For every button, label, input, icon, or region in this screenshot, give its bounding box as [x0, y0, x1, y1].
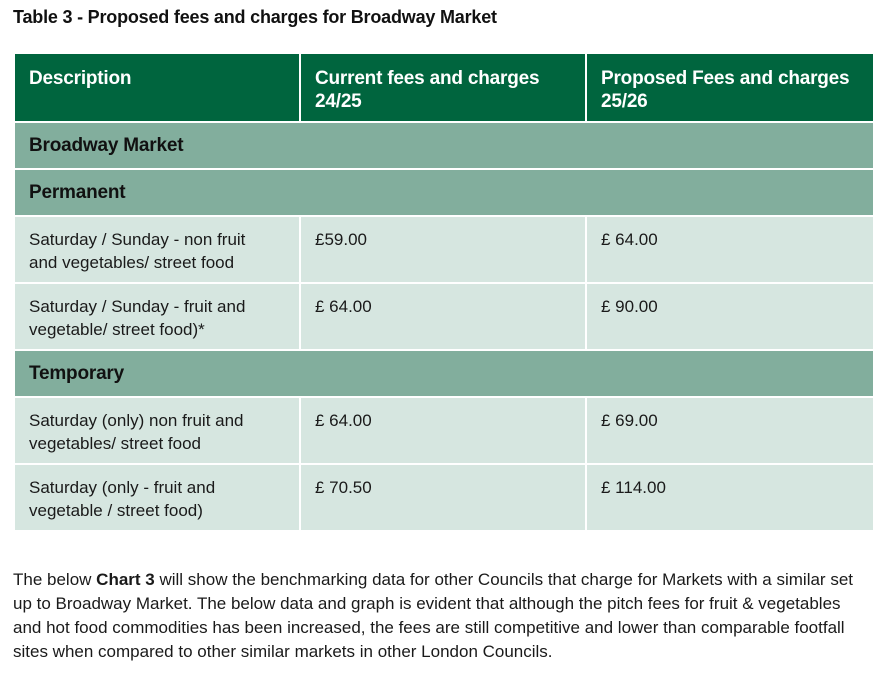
paragraph-text-before: The below [13, 570, 97, 589]
row-current-fee: £ 64.00 [300, 397, 586, 464]
row-description-line1: Saturday (only) non fruit and [29, 411, 244, 430]
paragraph-text-after: will show the benchmarking data for other Councils that charge for Markets with a similar set up to Broadway Market. The below data and graph is evident that although the pitch fees for fruit & vegetables and hot food commodities has been increased, the fees are still competitive and lower than comparable footfall sites when compared to other similar markets in other London Councils. [13, 570, 853, 661]
section-label: Broadway Market [14, 122, 874, 169]
fees-table [13, 52, 875, 532]
row-description-line2: vegetable/ street food)* [29, 320, 205, 339]
body-paragraph [13, 568, 873, 664]
row-description-line1: Saturday (only - fruit and [29, 478, 216, 497]
row-description-line2: vegetable / street food) [29, 501, 203, 520]
header-current-line1: Current fees and charges [315, 68, 540, 89]
row-description-line1: Saturday / Sunday - non fruit [29, 230, 246, 249]
table-row [14, 464, 874, 531]
row-proposed-fee: £ 90.00 [586, 283, 874, 350]
row-proposed-fee: £ 114.00 [586, 464, 874, 531]
header-current-fees [300, 53, 586, 122]
chart-reference: Chart 3 [96, 570, 155, 589]
row-current-fee: £ 70.50 [300, 464, 586, 531]
row-current-fee: £ 64.00 [300, 283, 586, 350]
row-description-line1: Saturday / Sunday - fruit and [29, 297, 246, 316]
row-description-line2: vegetables/ street food [29, 434, 202, 453]
section-row-permanent [14, 169, 874, 216]
header-proposed-fees [586, 53, 874, 122]
section-row-broadway-market [14, 122, 874, 169]
header-proposed-line1: Proposed Fees and charges [601, 68, 850, 89]
row-description [14, 397, 300, 464]
table-row [14, 283, 874, 350]
table-row [14, 397, 874, 464]
header-current-line2: 24/25 [315, 91, 362, 112]
header-proposed-line2: 25/26 [601, 91, 648, 112]
table-title: Table 3 - Proposed fees and charges for Broadway Market [13, 7, 497, 27]
row-description [14, 283, 300, 350]
table-row [14, 216, 874, 283]
section-label: Temporary [14, 350, 874, 397]
row-description-line2: and vegetables/ street food [29, 253, 235, 272]
row-description [14, 464, 300, 531]
section-row-temporary [14, 350, 874, 397]
section-label: Permanent [14, 169, 874, 216]
row-proposed-fee: £ 64.00 [586, 216, 874, 283]
row-current-fee: £59.00 [300, 216, 586, 283]
row-description [14, 216, 300, 283]
table-header-row [14, 53, 874, 122]
header-description [14, 53, 300, 122]
header-description-line1: Description [29, 68, 132, 89]
row-proposed-fee: £ 69.00 [586, 397, 874, 464]
